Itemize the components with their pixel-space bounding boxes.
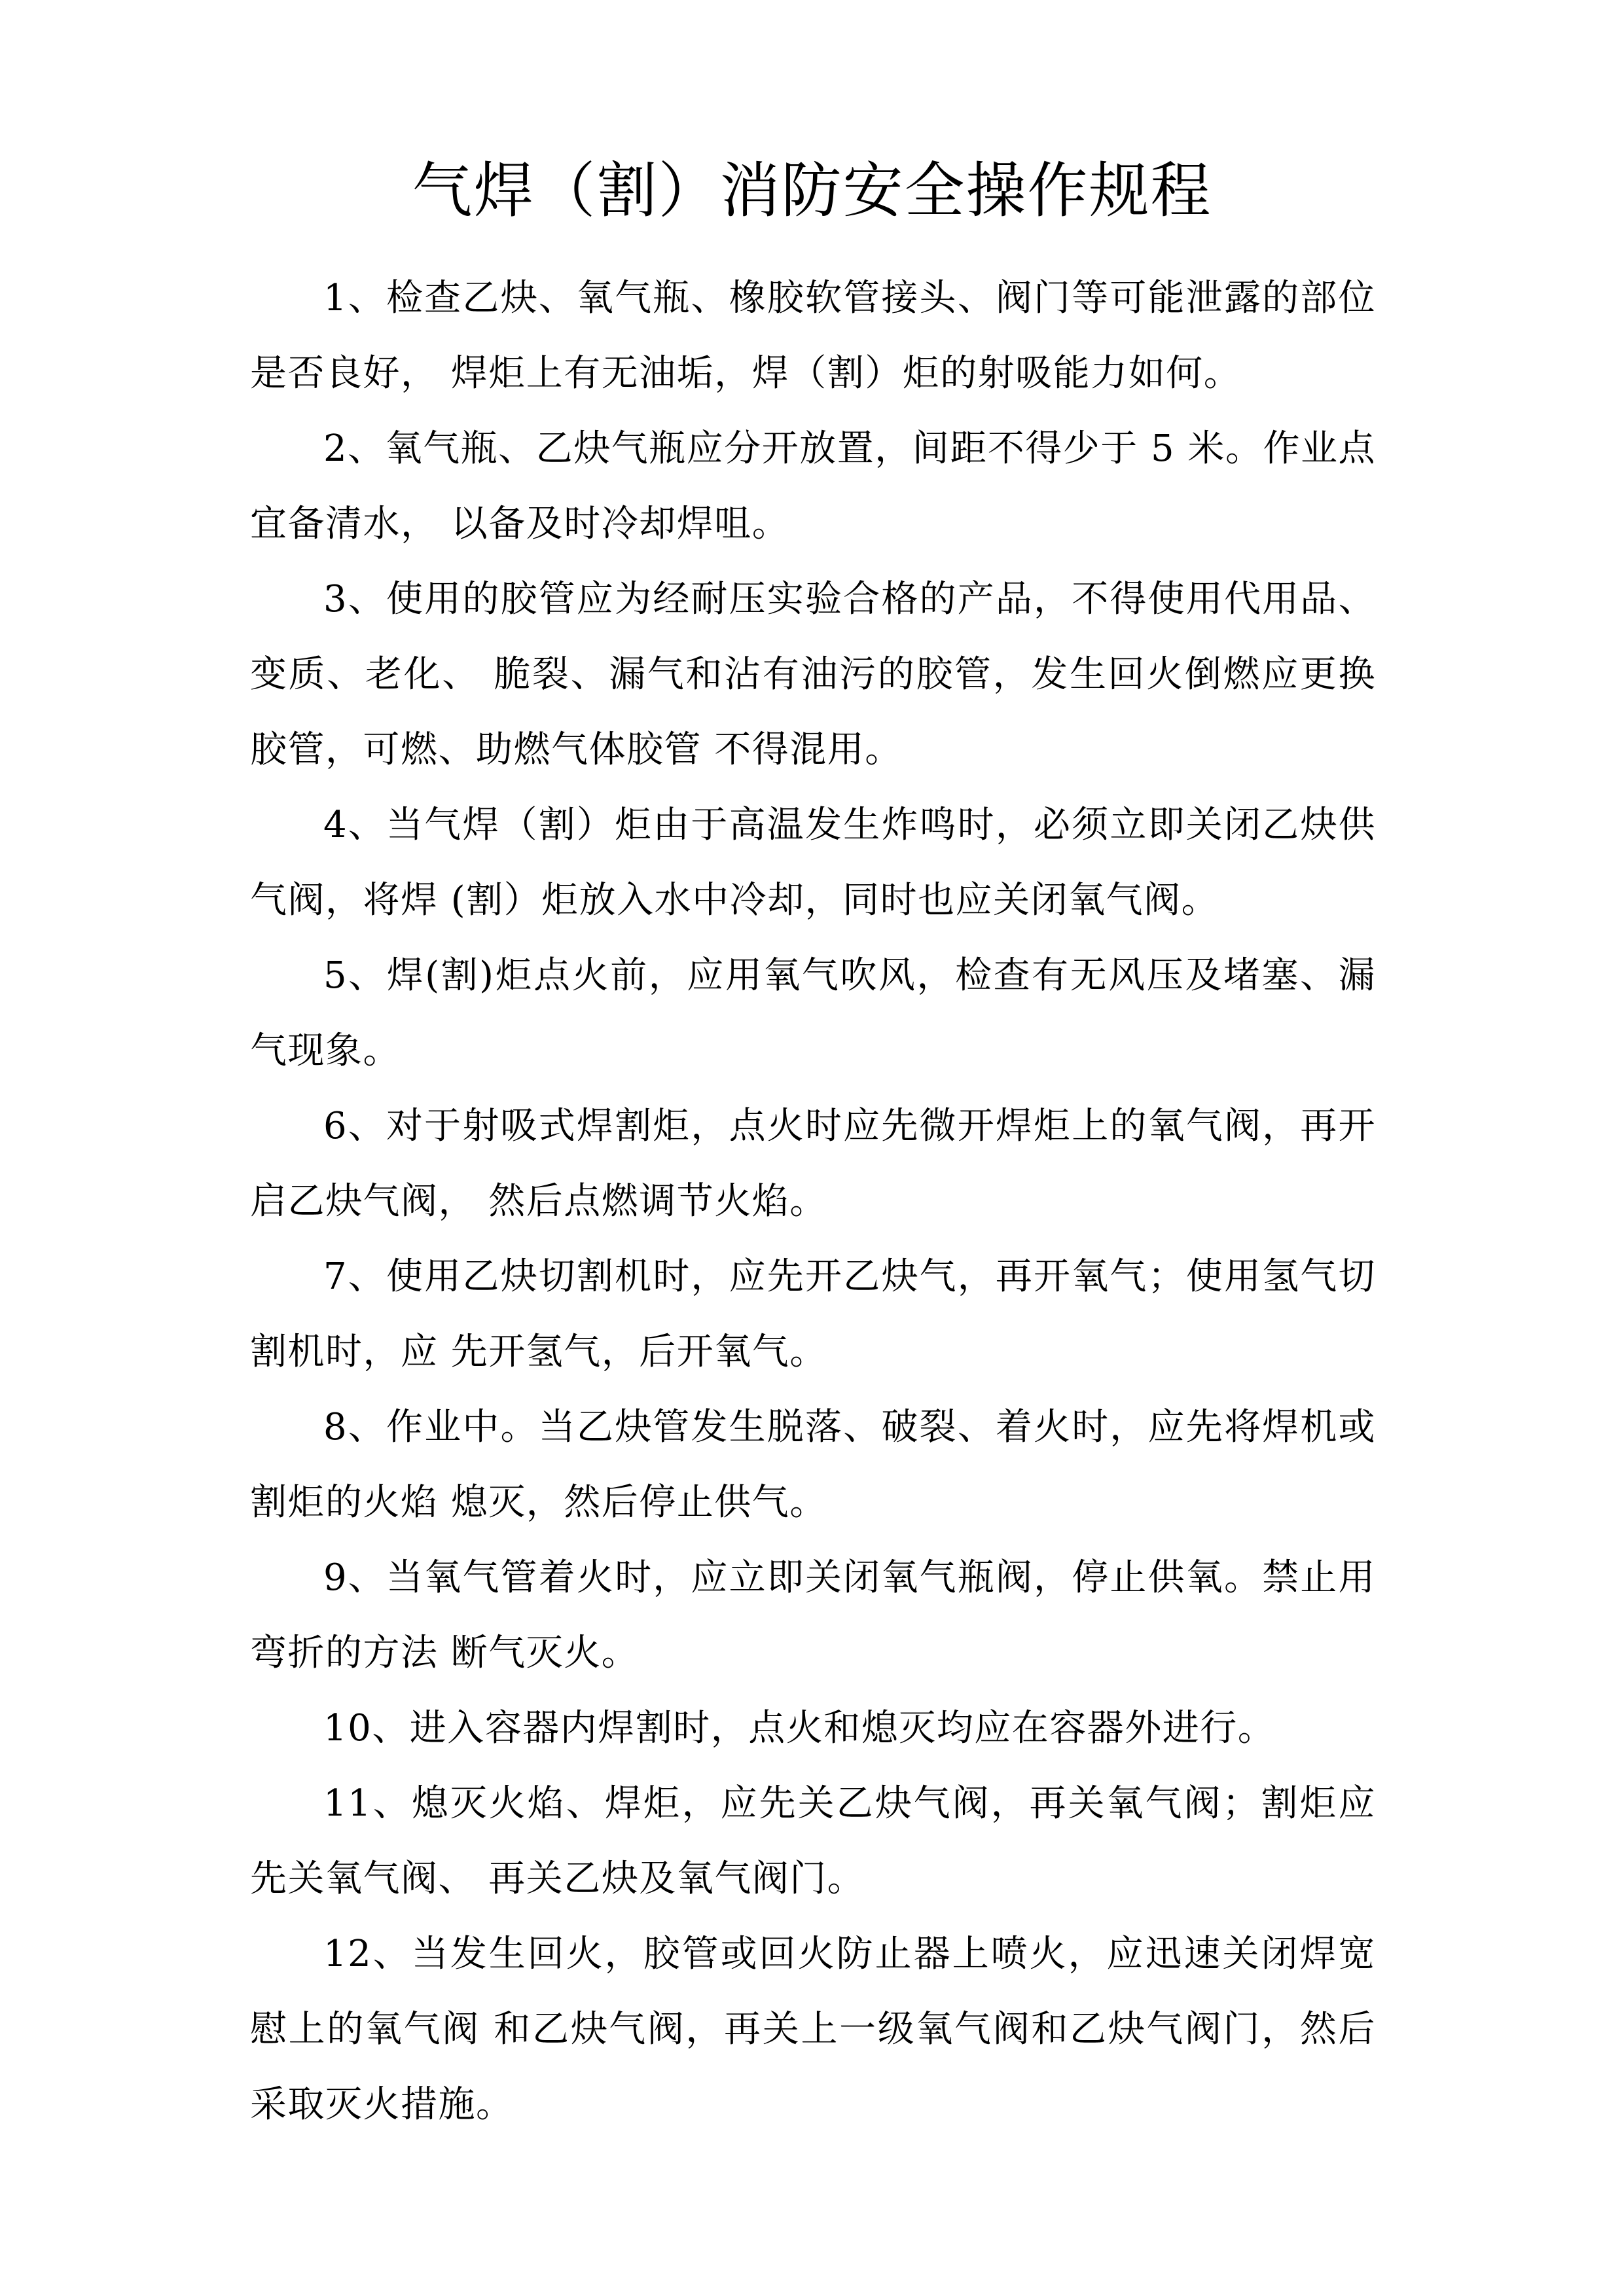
rule-paragraph-12: 12、当发生回火，胶管或回火防止器上喷火，应迅速关闭焊宽慰上的氧气阀 和乙炔气阀，再关上一级氧气阀和乙炔气阀门，然后采取灭火措施。 [250, 1933, 1376, 2126]
rule-paragraph-7: 7、使用乙炔切割机时，应先开乙炔气，再开氧气；使用氢气切割机时，应 先开氢气，后开氧气。 [250, 1255, 1376, 1373]
rule-paragraph-11: 11、熄灭火焰、焊炬，应先关乙炔气阀，再关氧气阀；割炬应先关氧气阀、 再关乙炔及氧气阀门。 [250, 1782, 1376, 1900]
rule-paragraph-3: 3、使用的胶管应为经耐压实验合格的产品，不得使用代用品、变质、老化、 脆裂、漏气和沾有油污的胶管，发生回火倒燃应更换胶管，可燃、助燃气体胶管 不得混用。 [250, 578, 1376, 771]
rule-paragraph-8: 8、作业中。当乙炔管发生脱落、破裂、着火时，应先将焊机或割炬的火焰 熄灭，然后停止供气。 [250, 1406, 1376, 1524]
rule-paragraph-5: 5、焊(割)炬点火前，应用氧气吹风，检查有无风压及堵塞、漏气现象。 [250, 954, 1376, 1072]
rule-paragraph-6: 6、对于射吸式焊割炬，点火时应先微开焊炬上的氧气阀，再开启乙炔气阀， 然后点燃调节火焰。 [250, 1105, 1376, 1223]
rule-paragraph-10: 10、进入容器内焊割时，点火和熄灭均应在容器外进行。 [323, 1707, 1276, 1749]
rule-paragraph-2: 2、氧气瓶、乙炔气瓶应分开放置，间距不得少于 5 米。作业点宜备清水， 以备及时冷却焊咀。 [250, 427, 1376, 545]
rule-paragraph-1: 1、检查乙炔、氧气瓶、橡胶软管接头、阀门等可能泄露的部位是否良好， 焊炬上有无油垢，焊（割）炬的射吸能力如何。 [250, 277, 1376, 395]
document-title: 气焊（割）消防安全操作规程 [412, 156, 1212, 226]
document-body [250, 260, 1376, 2142]
rule-paragraph-4: 4、当气焊（割）炬由于高温发生炸鸣时，必须立即关闭乙炔供气阀，将焊 (割）炬放入水中冷却，同时也应关闭氧气阀。 [250, 804, 1376, 922]
rule-paragraph-9: 9、当氧气管着火时，应立即关闭氧气瓶阀，停止供氧。禁止用弯折的方法 断气灭火。 [250, 1556, 1376, 1674]
